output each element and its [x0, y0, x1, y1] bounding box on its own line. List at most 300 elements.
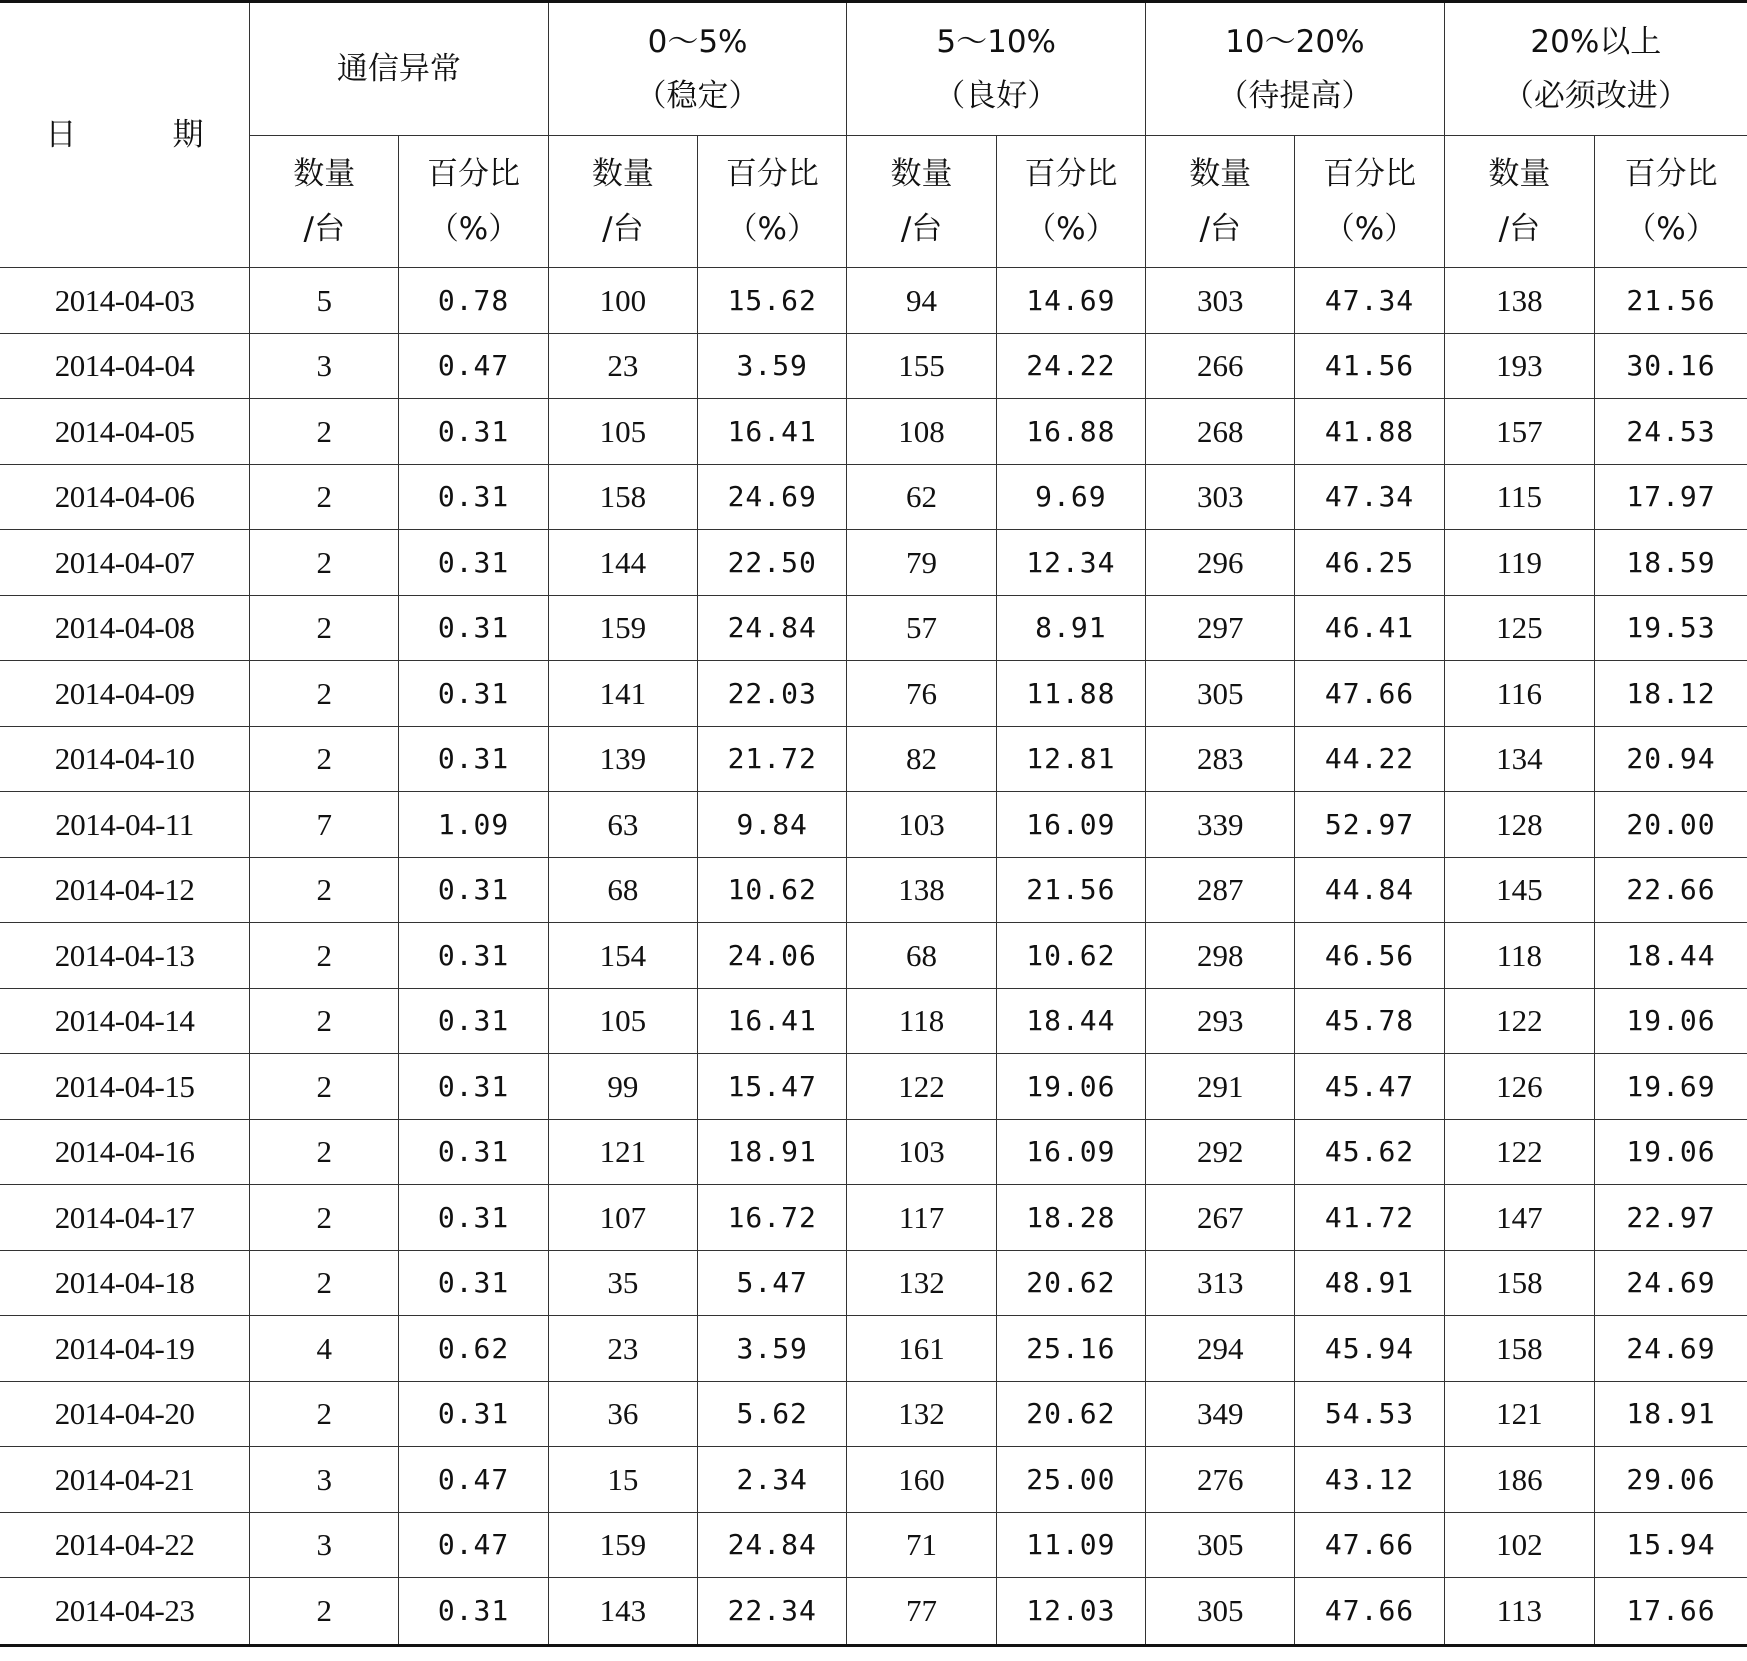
percent-cell: 22.66 [1595, 857, 1747, 923]
percent-cell: 17.66 [1595, 1578, 1747, 1646]
quantity-cell: 305 [1146, 1512, 1295, 1578]
table-row [0, 268, 1747, 334]
quantity-cell: 118 [1444, 923, 1594, 989]
quantity-cell: 267 [1146, 1185, 1295, 1251]
date-cell: 2014-04-21 [0, 1447, 250, 1513]
quantity-cell: 105 [548, 399, 697, 465]
sub-header-quantity [1444, 136, 1594, 268]
quantity-cell: 35 [548, 1250, 697, 1316]
date-cell: 2014-04-12 [0, 857, 250, 923]
date-cell: 2014-04-07 [0, 530, 250, 596]
table-row [0, 726, 1747, 792]
header-row-groups [0, 2, 1747, 136]
percent-cell: 0.31 [399, 1054, 548, 1120]
quantity-cell: 7 [250, 792, 399, 858]
table-row [0, 1119, 1747, 1185]
percent-cell: 0.47 [399, 1447, 548, 1513]
quantity-cell: 138 [1444, 268, 1594, 334]
percent-cell: 46.41 [1295, 595, 1444, 661]
quantity-cell: 116 [1444, 661, 1594, 727]
quantity-cell: 2 [250, 726, 399, 792]
percent-cell: 19.69 [1595, 1054, 1747, 1120]
percent-cell: 12.81 [996, 726, 1145, 792]
table-row [0, 988, 1747, 1054]
quantity-cell: 82 [847, 726, 996, 792]
table-row [0, 792, 1747, 858]
percent-cell: 5.62 [698, 1381, 847, 1447]
percent-cell: 20.62 [996, 1381, 1145, 1447]
quantity-cell: 303 [1146, 464, 1295, 530]
quantity-cell: 68 [548, 857, 697, 923]
date-cell: 2014-04-09 [0, 661, 250, 727]
quantity-cell: 76 [847, 661, 996, 727]
percent-cell: 8.91 [996, 595, 1145, 661]
percent-cell: 22.50 [698, 530, 847, 596]
quantity-cell: 296 [1146, 530, 1295, 596]
percent-cell: 21.72 [698, 726, 847, 792]
percent-cell: 12.34 [996, 530, 1145, 596]
table-row [0, 857, 1747, 923]
date-cell: 2014-04-22 [0, 1512, 250, 1578]
quantity-cell: 125 [1444, 595, 1594, 661]
percent-cell: 10.62 [996, 923, 1145, 989]
percent-cell: 21.56 [1595, 268, 1747, 334]
quantity-cell: 3 [250, 333, 399, 399]
quantity-cell: 118 [847, 988, 996, 1054]
date-column-header [0, 2, 250, 268]
quantity-cell: 2 [250, 1119, 399, 1185]
percent-cell: 21.56 [996, 857, 1145, 923]
quantity-cell: 2 [250, 1250, 399, 1316]
sub-header-line1: 数量 [1488, 156, 1551, 193]
percent-cell: 18.59 [1595, 530, 1747, 596]
percent-cell: 22.34 [698, 1578, 847, 1646]
group-header-5-10 [847, 2, 1146, 136]
quantity-cell: 2 [250, 988, 399, 1054]
sub-header-line1: 百分比 [1024, 156, 1118, 193]
percent-cell: 18.44 [996, 988, 1145, 1054]
quantity-cell: 305 [1146, 661, 1295, 727]
quantity-cell: 276 [1146, 1447, 1295, 1513]
quantity-cell: 141 [548, 661, 697, 727]
sub-header-line2: /台 [1498, 210, 1541, 247]
group-header-line1: 10～20% [1225, 23, 1365, 60]
percent-cell: 45.47 [1295, 1054, 1444, 1120]
header-row-subheaders [0, 136, 1747, 268]
sub-header-line1: 数量 [1189, 156, 1252, 193]
quantity-cell: 126 [1444, 1054, 1594, 1120]
percent-cell: 0.31 [399, 857, 548, 923]
group-header-line2: （待提高） [1217, 78, 1373, 114]
percent-cell: 18.28 [996, 1185, 1145, 1251]
table-row [0, 464, 1747, 530]
quantity-cell: 71 [847, 1512, 996, 1578]
percent-cell: 19.53 [1595, 595, 1747, 661]
percent-cell: 18.91 [1595, 1381, 1747, 1447]
quantity-cell: 79 [847, 530, 996, 596]
quantity-cell: 283 [1146, 726, 1295, 792]
table-row [0, 1512, 1747, 1578]
quantity-cell: 160 [847, 1447, 996, 1513]
percent-cell: 0.31 [399, 530, 548, 596]
percent-cell: 16.41 [698, 988, 847, 1054]
quantity-cell: 303 [1146, 268, 1295, 334]
quantity-cell: 144 [548, 530, 697, 596]
quantity-cell: 68 [847, 923, 996, 989]
sub-header-quantity [548, 136, 697, 268]
sub-header-line2: （%） [726, 210, 818, 247]
percent-cell: 15.62 [698, 268, 847, 334]
percent-cell: 25.00 [996, 1447, 1145, 1513]
quantity-cell: 2 [250, 1185, 399, 1251]
group-header-line2: （必须改进） [1502, 78, 1689, 114]
date-cell: 2014-04-13 [0, 923, 250, 989]
percent-cell: 52.97 [1295, 792, 1444, 858]
sub-header-line1: 百分比 [427, 156, 521, 193]
quantity-cell: 2 [250, 1578, 399, 1646]
quantity-cell: 287 [1146, 857, 1295, 923]
percent-cell: 16.88 [996, 399, 1145, 465]
percent-cell: 17.97 [1595, 464, 1747, 530]
percent-cell: 3.59 [698, 1316, 847, 1382]
percent-cell: 2.34 [698, 1447, 847, 1513]
sub-header-line1: 百分比 [1323, 156, 1417, 193]
date-cell: 2014-04-19 [0, 1316, 250, 1382]
sub-header-line2: （%） [1323, 210, 1416, 247]
date-cell: 2014-04-23 [0, 1578, 250, 1646]
quantity-cell: 57 [847, 595, 996, 661]
percent-cell: 22.03 [698, 661, 847, 727]
quantity-cell: 158 [1444, 1250, 1594, 1316]
percent-cell: 46.25 [1295, 530, 1444, 596]
group-header-line2: （稳定） [635, 78, 760, 114]
quantity-cell: 291 [1146, 1054, 1295, 1120]
quantity-cell: 102 [1444, 1512, 1594, 1578]
table-row [0, 1054, 1747, 1120]
percent-cell: 0.47 [399, 1512, 548, 1578]
quantity-cell: 128 [1444, 792, 1594, 858]
quantity-cell: 161 [847, 1316, 996, 1382]
percent-cell: 46.56 [1295, 923, 1444, 989]
percent-cell: 30.16 [1595, 333, 1747, 399]
table-row [0, 1185, 1747, 1251]
sub-header-line2: /台 [900, 210, 943, 247]
quantity-cell: 119 [1444, 530, 1594, 596]
date-cell: 2014-04-10 [0, 726, 250, 792]
quantity-cell: 62 [847, 464, 996, 530]
quantity-cell: 113 [1444, 1578, 1594, 1646]
quantity-cell: 158 [548, 464, 697, 530]
quantity-cell: 5 [250, 268, 399, 334]
quantity-cell: 2 [250, 399, 399, 465]
group-header-comm-error [250, 2, 549, 136]
percent-cell: 43.12 [1295, 1447, 1444, 1513]
quantity-cell: 266 [1146, 333, 1295, 399]
table-body [0, 268, 1747, 1646]
quantity-cell: 158 [1444, 1316, 1594, 1382]
percent-cell: 24.53 [1595, 399, 1747, 465]
quantity-cell: 121 [548, 1119, 697, 1185]
percent-cell: 22.97 [1595, 1185, 1747, 1251]
quantity-cell: 186 [1444, 1447, 1594, 1513]
date-cell: 2014-04-08 [0, 595, 250, 661]
date-cell: 2014-04-06 [0, 464, 250, 530]
quantity-cell: 339 [1146, 792, 1295, 858]
percent-cell: 24.06 [698, 923, 847, 989]
percent-cell: 0.31 [399, 1185, 548, 1251]
sub-header-line2: （%） [427, 210, 520, 247]
sub-header-line2: /台 [1199, 210, 1241, 247]
quantity-cell: 147 [1444, 1185, 1594, 1251]
quantity-cell: 154 [548, 923, 697, 989]
percent-cell: 41.72 [1295, 1185, 1444, 1251]
quantity-cell: 115 [1444, 464, 1594, 530]
quantity-cell: 155 [847, 333, 996, 399]
group-header-10-20 [1146, 2, 1445, 136]
quantity-cell: 159 [548, 1512, 697, 1578]
quantity-cell: 139 [548, 726, 697, 792]
table-row [0, 1316, 1747, 1382]
table-row [0, 1447, 1747, 1513]
quantity-cell: 105 [548, 988, 697, 1054]
percent-cell: 18.12 [1595, 661, 1747, 727]
quantity-cell: 107 [548, 1185, 697, 1251]
percent-cell: 45.78 [1295, 988, 1444, 1054]
percent-cell: 24.22 [996, 333, 1145, 399]
sub-header-line1: 数量 [591, 156, 654, 193]
quantity-cell: 349 [1146, 1381, 1295, 1447]
sub-header-line1: 数量 [890, 156, 953, 193]
percent-cell: 9.69 [996, 464, 1145, 530]
percent-cell: 41.56 [1295, 333, 1444, 399]
percent-cell: 44.22 [1295, 726, 1444, 792]
table-row [0, 923, 1747, 989]
percent-cell: 45.94 [1295, 1316, 1444, 1382]
percent-cell: 0.31 [399, 1578, 548, 1646]
quantity-cell: 122 [1444, 1119, 1594, 1185]
group-header-0-5 [548, 2, 847, 136]
quantity-cell: 63 [548, 792, 697, 858]
sub-header-percent [1595, 136, 1747, 268]
quantity-cell: 117 [847, 1185, 996, 1251]
quantity-cell: 103 [847, 1119, 996, 1185]
quantity-cell: 193 [1444, 333, 1594, 399]
quantity-cell: 138 [847, 857, 996, 923]
quantity-cell: 157 [1444, 399, 1594, 465]
percent-cell: 0.78 [399, 268, 548, 334]
quantity-cell: 122 [847, 1054, 996, 1120]
sub-header-percent [399, 136, 548, 268]
date-header-left: 日 [45, 116, 77, 153]
date-cell: 2014-04-15 [0, 1054, 250, 1120]
quantity-cell: 23 [548, 333, 697, 399]
percent-cell: 18.91 [698, 1119, 847, 1185]
percent-cell: 11.88 [996, 661, 1145, 727]
percent-cell: 0.31 [399, 1119, 548, 1185]
sub-header-line2: （%） [1025, 210, 1117, 247]
quantity-cell: 77 [847, 1578, 996, 1646]
percent-cell: 47.66 [1295, 1578, 1444, 1646]
date-cell: 2014-04-20 [0, 1381, 250, 1447]
percent-cell: 19.06 [996, 1054, 1145, 1120]
percent-cell: 47.66 [1295, 1512, 1444, 1578]
group-header-line1: 20%以上 [1530, 23, 1662, 60]
percent-cell: 16.41 [698, 399, 847, 465]
percent-cell: 54.53 [1295, 1381, 1444, 1447]
group-header-line1: 0～5% [647, 23, 748, 60]
quantity-cell: 23 [548, 1316, 697, 1382]
quantity-cell: 15 [548, 1447, 697, 1513]
percent-cell: 47.34 [1295, 268, 1444, 334]
table-row [0, 530, 1747, 596]
percent-cell: 11.09 [996, 1512, 1145, 1578]
percent-cell: 48.91 [1295, 1250, 1444, 1316]
quantity-cell: 94 [847, 268, 996, 334]
percent-cell: 19.06 [1595, 988, 1747, 1054]
percent-cell: 24.69 [1595, 1250, 1747, 1316]
percent-cell: 45.62 [1295, 1119, 1444, 1185]
quantity-cell: 3 [250, 1447, 399, 1513]
quantity-cell: 2 [250, 661, 399, 727]
quantity-cell: 2 [250, 595, 399, 661]
date-cell: 2014-04-18 [0, 1250, 250, 1316]
sub-header-line2: （%） [1625, 210, 1717, 247]
quantity-cell: 134 [1444, 726, 1594, 792]
table-row [0, 399, 1747, 465]
quantity-cell: 143 [548, 1578, 697, 1646]
percent-cell: 20.62 [996, 1250, 1145, 1316]
table-row [0, 1578, 1747, 1646]
percent-cell: 0.31 [399, 988, 548, 1054]
quantity-cell: 2 [250, 464, 399, 530]
percent-cell: 29.06 [1595, 1447, 1747, 1513]
quantity-cell: 2 [250, 857, 399, 923]
quantity-cell: 36 [548, 1381, 697, 1447]
quantity-cell: 297 [1146, 595, 1295, 661]
percent-cell: 0.31 [399, 1381, 548, 1447]
percent-cell: 20.94 [1595, 726, 1747, 792]
percent-cell: 0.31 [399, 923, 548, 989]
table-row [0, 1381, 1747, 1447]
percent-cell: 16.09 [996, 1119, 1145, 1185]
percent-cell: 47.34 [1295, 464, 1444, 530]
quantity-cell: 2 [250, 1381, 399, 1447]
table-row [0, 1250, 1747, 1316]
date-cell: 2014-04-03 [0, 268, 250, 334]
date-cell: 2014-04-14 [0, 988, 250, 1054]
percent-cell: 24.84 [698, 595, 847, 661]
quantity-cell: 305 [1146, 1578, 1295, 1646]
quantity-cell: 294 [1146, 1316, 1295, 1382]
quantity-cell: 145 [1444, 857, 1594, 923]
quantity-cell: 2 [250, 530, 399, 596]
percent-cell: 16.09 [996, 792, 1145, 858]
group-header-line2: （良好） [934, 78, 1059, 114]
quantity-cell: 313 [1146, 1250, 1295, 1316]
percent-cell: 14.69 [996, 268, 1145, 334]
quantity-cell: 292 [1146, 1119, 1295, 1185]
percent-cell: 0.31 [399, 595, 548, 661]
percent-cell: 10.62 [698, 857, 847, 923]
table-row [0, 333, 1747, 399]
quantity-cell: 99 [548, 1054, 697, 1120]
quantity-cell: 298 [1146, 923, 1295, 989]
sub-header-quantity [250, 136, 399, 268]
quantity-cell: 3 [250, 1512, 399, 1578]
quantity-cell: 159 [548, 595, 697, 661]
percent-cell: 19.06 [1595, 1119, 1747, 1185]
sub-header-percent [996, 136, 1145, 268]
percent-cell: 15.47 [698, 1054, 847, 1120]
group-header-line1: 5～10% [936, 23, 1057, 60]
sub-header-quantity [847, 136, 996, 268]
percent-cell: 25.16 [996, 1316, 1145, 1382]
date-cell: 2014-04-05 [0, 399, 250, 465]
quantity-cell: 103 [847, 792, 996, 858]
quantity-cell: 2 [250, 1054, 399, 1120]
sub-header-line1: 百分比 [1624, 156, 1718, 193]
sub-header-line1: 百分比 [725, 156, 819, 193]
percent-cell: 9.84 [698, 792, 847, 858]
sub-header-line1: 数量 [293, 156, 356, 193]
date-cell: 2014-04-11 [0, 792, 250, 858]
quantity-cell: 132 [847, 1381, 996, 1447]
percent-cell: 0.31 [399, 399, 548, 465]
quantity-cell: 293 [1146, 988, 1295, 1054]
quantity-cell: 268 [1146, 399, 1295, 465]
sub-header-percent [698, 136, 847, 268]
percent-cell: 0.62 [399, 1316, 548, 1382]
sub-header-percent [1295, 136, 1444, 268]
percent-cell: 24.84 [698, 1512, 847, 1578]
percent-cell: 20.00 [1595, 792, 1747, 858]
quantity-cell: 132 [847, 1250, 996, 1316]
percent-cell: 1.09 [399, 792, 548, 858]
table-header [0, 2, 1747, 268]
percent-cell: 0.31 [399, 661, 548, 727]
sub-header-quantity [1146, 136, 1295, 268]
date-header-right: 期 [172, 116, 204, 153]
quantity-cell: 2 [250, 923, 399, 989]
percent-cell: 0.31 [399, 464, 548, 530]
quantity-cell: 121 [1444, 1381, 1594, 1447]
percent-cell: 15.94 [1595, 1512, 1747, 1578]
quantity-cell: 100 [548, 268, 697, 334]
percent-cell: 47.66 [1295, 661, 1444, 727]
date-cell: 2014-04-16 [0, 1119, 250, 1185]
sub-header-line2: /台 [602, 210, 644, 247]
quantity-cell: 4 [250, 1316, 399, 1382]
percent-cell: 12.03 [996, 1578, 1145, 1646]
percent-cell: 3.59 [698, 333, 847, 399]
percent-cell: 44.84 [1295, 857, 1444, 923]
percent-cell: 24.69 [1595, 1316, 1747, 1382]
quantity-cell: 122 [1444, 988, 1594, 1054]
quantity-cell: 108 [847, 399, 996, 465]
date-cell: 2014-04-17 [0, 1185, 250, 1251]
table-row [0, 661, 1747, 727]
group-header-line1: 通信异常 [336, 50, 461, 87]
percent-cell: 41.88 [1295, 399, 1444, 465]
date-cell: 2014-04-04 [0, 333, 250, 399]
percent-cell: 0.47 [399, 333, 548, 399]
table-row [0, 595, 1747, 661]
sub-header-line2: /台 [303, 210, 345, 247]
percent-cell: 16.72 [698, 1185, 847, 1251]
percent-cell: 24.69 [698, 464, 847, 530]
group-header-over-20 [1444, 2, 1747, 136]
percent-cell: 0.31 [399, 726, 548, 792]
